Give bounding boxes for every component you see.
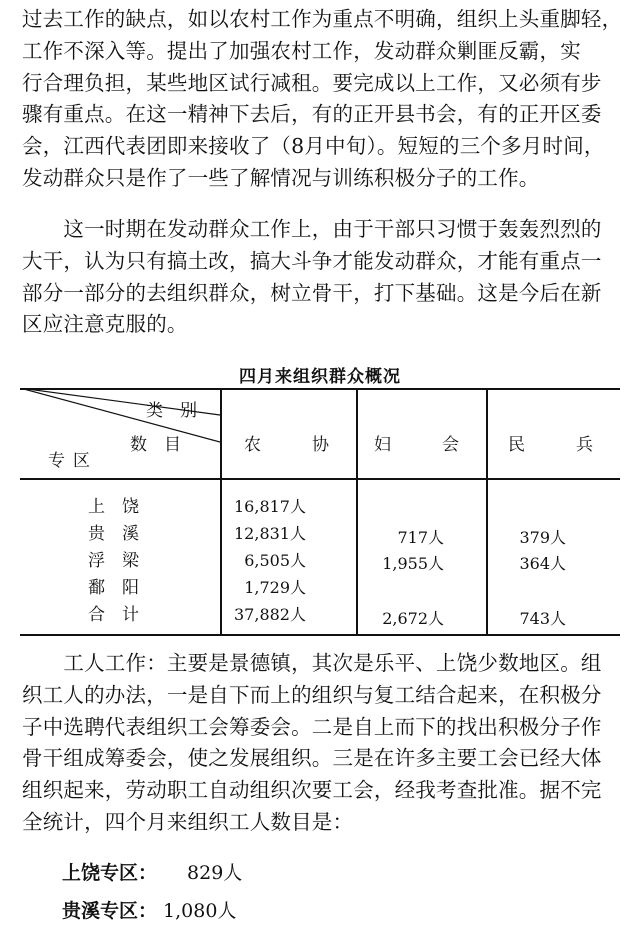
worker-stat-shangrao xyxy=(62,858,242,885)
row-nongxie: 12,831人 xyxy=(234,524,306,543)
col-header-nongxie: 农 协 xyxy=(244,435,329,455)
row-region: 浮 梁 xyxy=(88,551,139,571)
text-line: 工作不深入等。提出了加强农村工作，发动群众剿匪反霸，实 xyxy=(22,38,581,63)
header-region: 专区 xyxy=(48,451,98,471)
row-minbing: 364人 xyxy=(519,554,566,573)
stat-label: 上饶专区： xyxy=(62,862,158,884)
row-region: 贵 溪 xyxy=(88,524,139,544)
row-nongxie: 1,729人 xyxy=(244,578,306,597)
table-rule-bottom xyxy=(20,634,620,636)
row-region: 上 饶 xyxy=(88,497,139,517)
row-nongxie: 6,505人 xyxy=(244,551,306,570)
text-line: 子中选聘代表组织工会筹委会。二是自上而下的找出积极分子作 xyxy=(22,714,602,739)
header-category: 类 别 xyxy=(146,401,197,421)
row-fuhui: 2,672人 xyxy=(382,609,444,628)
text-line: 工人工作：主要是景德镇，其次是乐平、上饶少数地区。组 xyxy=(22,651,602,675)
data-table xyxy=(20,388,620,638)
text-line: 区应注意克服的。 xyxy=(22,312,188,337)
row-region: 鄱 阳 xyxy=(88,578,139,598)
row-minbing: 379人 xyxy=(519,528,566,547)
header-count: 数 目 xyxy=(130,435,181,455)
text-line: 骨干组成筹委会，使之发展组织。三是在许多主要工会已经大体 xyxy=(22,746,602,771)
text-line: 组织起来，劳动职工自动组织次要工会，经我考查批准。据不完 xyxy=(22,778,602,803)
row-fuhui: 1,955人 xyxy=(382,554,444,573)
col-header-minbing: 民 兵 xyxy=(508,435,593,455)
row-fuhui: 717人 xyxy=(397,528,444,547)
col-header-fuhui: 妇 会 xyxy=(374,435,459,455)
paragraph-workers xyxy=(22,648,622,839)
stat-label: 贵溪专区： xyxy=(62,900,158,922)
table-col-divider xyxy=(220,388,222,636)
paragraph-intro xyxy=(22,4,622,195)
text-line: 全统计，四个月来组织工人数目是： xyxy=(22,809,354,834)
paragraph-lesson xyxy=(22,214,622,341)
table-col-divider xyxy=(486,388,488,636)
worker-stat-guixi xyxy=(62,896,236,923)
row-region-total: 合 计 xyxy=(88,605,139,625)
table-col-divider xyxy=(356,388,358,636)
table-title: 四月来组织群众概况 xyxy=(239,367,401,387)
text-line: 织工人的办法，一是自下而上的组织与复工结合起来，在积极分 xyxy=(22,682,602,707)
text-line: 部分一部分的去组织群众，树立骨干，打下基础。这是今后在新 xyxy=(22,280,602,305)
row-minbing: 743人 xyxy=(519,609,566,628)
row-nongxie: 16,817人 xyxy=(234,497,306,516)
stat-value: 829人 xyxy=(187,862,243,884)
stat-value: 1,080人 xyxy=(163,900,237,922)
text-line: 这一时期在发动群众工作上，由于干部只习惯于轰轰烈烈的 xyxy=(22,217,602,241)
text-line: 行合理负担，某些地区试行减租。要完成以上工作，又必须有步 xyxy=(22,70,602,95)
text-line: 骤有重点。在这一精神下去后，有的正开县书会，有的正开区委 xyxy=(22,102,602,127)
table-rule-header xyxy=(20,478,620,480)
text-line: 发动群众只是作了一些了解情况与训练积极分子的工作。 xyxy=(22,165,540,190)
text-line: 会，江西代表团即来接收了（8月中旬）。短短的三个多月时间， xyxy=(22,134,605,159)
text-line: 过去工作的缺点，如以农村工作为重点不明确，组织上头重脚轻， xyxy=(22,7,623,31)
text-line: 大干，认为只有搞土改，搞大斗争才能发动群众，才能有重点一 xyxy=(22,248,602,273)
row-nongxie: 37,882人 xyxy=(234,605,306,624)
